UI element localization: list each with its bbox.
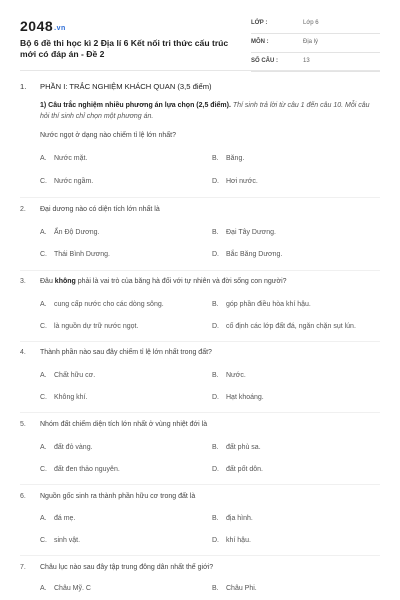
question-divider: [20, 270, 380, 271]
page-header: [20, 14, 380, 64]
meta-label: LỚP :: [251, 20, 268, 26]
question-text: Nước ngọt ở dạng nào chiếm tỉ lệ lớn nhất?: [40, 132, 176, 139]
meta-value: Lớp 6: [303, 20, 319, 26]
option-c[interactable]: C. Không khí.: [40, 394, 88, 401]
instruction-italic: Thí sinh trả lời từ câu 1 đến câu 10. Mỗi câu hỏi thí sinh chỉ chọn một phương án.: [40, 102, 370, 120]
question-text: Nguồn gốc sinh ra thành phần hữu cơ trong đất là: [40, 493, 196, 500]
meta-label: MÔN :: [251, 39, 269, 45]
option-a[interactable]: A. Nước mặt.: [40, 155, 88, 162]
meta-row-subject: [251, 38, 380, 53]
question-text: Châu lục nào sau đây tập trung đông dân nhất thế giới?: [40, 564, 214, 571]
question-number: 6.: [20, 493, 26, 500]
option-b[interactable]: B. Đại Tây Dương.: [212, 229, 276, 236]
document-title: Bộ 6 đề thi học kì 2 Địa lí 6 Kết nối tri thức cấu trúc mới có đáp án - Đề 2: [20, 38, 229, 59]
option-d[interactable]: D. Bắc Băng Dương.: [212, 251, 283, 258]
option-c[interactable]: C. là nguồn dự trữ nước ngọt.: [40, 323, 139, 330]
option-c[interactable]: C. sinh vật.: [40, 537, 81, 544]
question-number: 5.: [20, 421, 26, 428]
emphasis-word: không: [54, 278, 76, 285]
section-instruction: [40, 100, 380, 122]
option-a[interactable]: A. đất đỏ vàng.: [40, 444, 93, 451]
meta-label: SỐ CÂU :: [251, 58, 278, 64]
option-a[interactable]: A. Châu Mỹ. C: [40, 585, 91, 592]
option-b[interactable]: B. Băng.: [212, 155, 245, 162]
section-number: 1.: [20, 82, 27, 91]
question-text: Nhóm đất chiếm diện tích lớn nhất ở vùng nhiệt đới là: [40, 421, 208, 428]
question-text: Đâu không phải là vai trò của băng hà đối với tự nhiên và đời sống con người?: [40, 278, 287, 285]
question-divider: [20, 484, 380, 485]
option-a[interactable]: A. đá mẹ.: [40, 515, 76, 522]
logo-text: 2048: [20, 18, 54, 34]
site-logo[interactable]: [20, 18, 66, 34]
question-text: Đại dương nào có diện tích lớn nhất là: [40, 206, 160, 213]
option-c[interactable]: C. Nước ngầm.: [40, 178, 94, 185]
section-title: PHẦN I: TRẮC NGHIỆM KHÁCH QUAN (3,5 điểm): [40, 82, 212, 91]
option-c[interactable]: C. Thái Bình Dương.: [40, 251, 110, 258]
option-d[interactable]: D. Hạt khoáng.: [212, 394, 264, 401]
option-a[interactable]: A. Chất hữu cơ.: [40, 372, 96, 379]
option-d[interactable]: D. Hơi nước.: [212, 178, 258, 185]
question-number: 2.: [20, 206, 26, 213]
option-d[interactable]: D. cố định các lớp đất đá, ngăn chặn sụt lún.: [212, 323, 356, 330]
meta-value: Địa lý: [303, 39, 319, 45]
question-text: Thành phần nào sau đây chiếm tỉ lệ lớn nhất trong đất?: [40, 349, 212, 356]
question-divider: [20, 341, 380, 342]
question-number: 7.: [20, 564, 26, 571]
question-divider: [20, 412, 380, 413]
option-a[interactable]: A. cung cấp nước cho các dòng sông.: [40, 301, 164, 308]
meta-value: 13: [303, 58, 310, 64]
exam-meta: [251, 19, 380, 72]
meta-row-class: [251, 19, 380, 34]
option-a[interactable]: A. Ấn Độ Dương.: [40, 229, 100, 236]
option-b[interactable]: B. đất phù sa.: [212, 444, 261, 451]
option-b[interactable]: B. góp phần điều hòa khí hậu.: [212, 301, 311, 308]
option-d[interactable]: D. đất pốt dôn.: [212, 466, 263, 473]
option-b[interactable]: B. địa hình.: [212, 515, 253, 522]
option-c[interactable]: C. đất đen thảo nguyên.: [40, 466, 120, 473]
question-number: 4.: [20, 349, 26, 356]
question-divider: [20, 197, 380, 198]
option-b[interactable]: B. Nước.: [212, 372, 246, 379]
logo-tld: .vn: [54, 25, 66, 32]
question-number: 3.: [20, 278, 26, 285]
option-d[interactable]: D. khí hậu.: [212, 537, 251, 544]
question-divider: [20, 555, 380, 556]
instruction-bold: 1) Câu trắc nghiệm nhiều phương án lựa chọn (2,5 điểm).: [40, 102, 231, 109]
option-b[interactable]: B. Châu Phi.: [212, 585, 257, 592]
header-divider: [20, 70, 380, 71]
